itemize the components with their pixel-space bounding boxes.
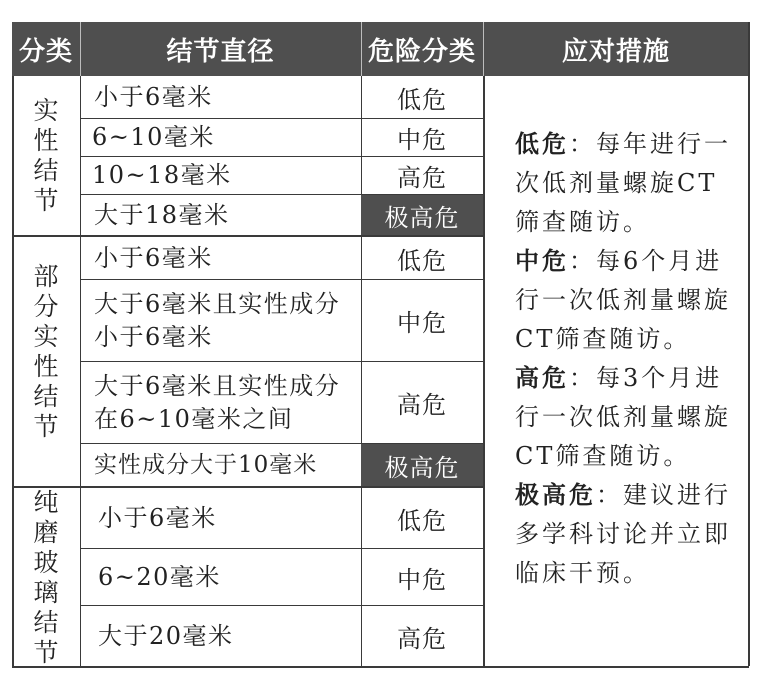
risk-cell: 中危 bbox=[397, 309, 447, 337]
column-divider bbox=[483, 76, 485, 666]
measure-high-risk bbox=[515, 359, 740, 476]
header-measures: 应对措施 bbox=[483, 22, 749, 76]
measure-label: 低危 bbox=[515, 130, 569, 158]
diameter-cell: 10~18毫米 bbox=[92, 161, 232, 189]
table-border-bottom bbox=[12, 666, 749, 668]
measure-label: 极高危 bbox=[515, 481, 596, 509]
measure-detail: ：每3个月进行一次低剂量螺旋CT筛查随访。 bbox=[515, 364, 731, 470]
risk-cell: 低危 bbox=[397, 85, 447, 114]
diameter-cell: 大于20毫米 bbox=[98, 621, 234, 650]
diameter-cell: 大于6毫米且实性成分在6~10毫米之间 bbox=[94, 371, 341, 433]
measure-detail: ：建议进行多学科讨论并立即临床干预。 bbox=[515, 481, 731, 587]
measure-low-risk bbox=[515, 125, 740, 242]
risk-cell-highlighted: 极高危 bbox=[361, 444, 483, 486]
risk-cell: 中危 bbox=[397, 565, 447, 594]
measure-detail: ：每6个月进行一次低剂量螺旋CT筛查随访。 bbox=[515, 247, 731, 353]
measures-text bbox=[515, 125, 740, 593]
diameter-cell: 大于18毫米 bbox=[94, 200, 230, 229]
category-part-solid-nodule: 部 分 实 性 结 节 bbox=[33, 262, 59, 441]
header-divider bbox=[80, 22, 81, 76]
diameter-cell: 实性成分大于10毫米 bbox=[94, 451, 318, 478]
risk-cell: 低危 bbox=[397, 506, 447, 535]
header-risk-level: 危险分类 bbox=[361, 22, 483, 76]
category-ground-glass-nodule: 纯 磨 玻 璃 结 节 bbox=[33, 488, 59, 667]
table-border-right bbox=[748, 22, 750, 666]
measure-label: 中危 bbox=[515, 247, 569, 275]
category-solid-nodule: 实 性 结 节 bbox=[33, 96, 59, 215]
measure-label: 高危 bbox=[515, 364, 569, 392]
diameter-cell: 小于6毫米 bbox=[98, 503, 217, 532]
diameter-cell: 小于6毫米 bbox=[94, 82, 213, 111]
risk-cell: 低危 bbox=[397, 246, 447, 275]
risk-cell-highlighted: 极高危 bbox=[361, 195, 483, 235]
risk-cell: 中危 bbox=[397, 126, 447, 154]
header-nodule-diameter: 结节直径 bbox=[80, 22, 361, 76]
risk-cell: 高危 bbox=[397, 391, 447, 419]
diameter-cell: 6~20毫米 bbox=[98, 562, 221, 591]
header-divider bbox=[361, 22, 362, 76]
diameter-cell: 6~10毫米 bbox=[92, 123, 215, 151]
risk-cell: 高危 bbox=[397, 624, 447, 653]
measure-detail: ：每年进行一次低剂量螺旋CT筛查随访。 bbox=[515, 130, 731, 236]
diameter-cell: 大于6毫米且实性成分小于6毫米 bbox=[94, 289, 341, 351]
measure-medium-risk bbox=[515, 242, 740, 359]
diameter-cell: 小于6毫米 bbox=[94, 243, 213, 272]
header-divider bbox=[483, 22, 484, 76]
measure-very-high-risk bbox=[515, 476, 740, 593]
risk-cell: 高危 bbox=[397, 164, 447, 192]
header-category: 分类 bbox=[12, 22, 80, 76]
